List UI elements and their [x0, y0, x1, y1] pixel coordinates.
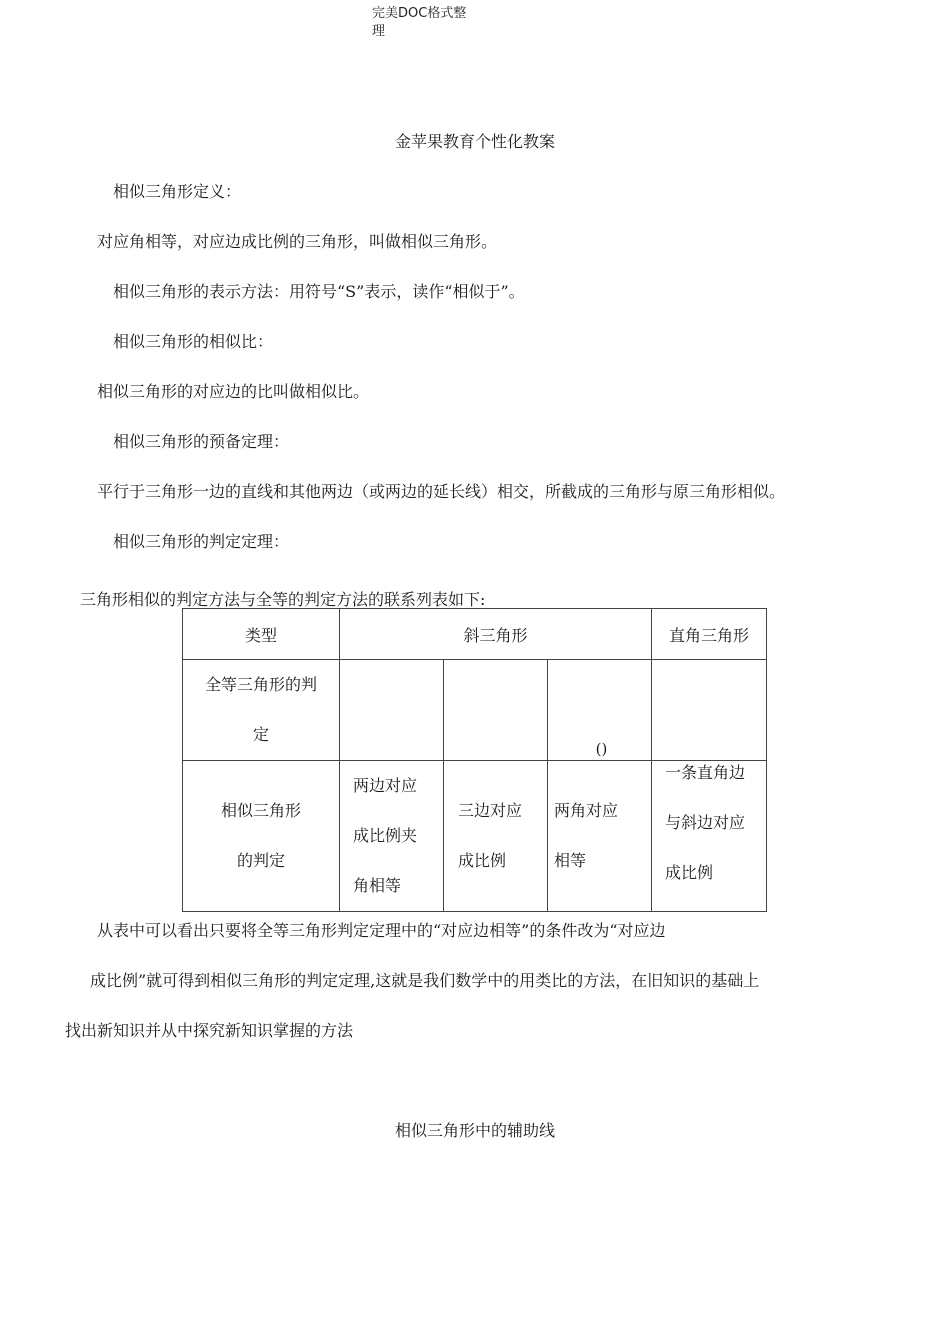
ratio-heading: 相似三角形的相似比：: [113, 332, 274, 351]
aa-line-2: 相等: [554, 851, 587, 870]
hl-line-2: 与斜边对应: [665, 813, 746, 832]
conclusion-line-2: 成比例”就可得到相似三角形的判定定理,这就是我们数学中的用类比的方法，在旧知识的基础上: [90, 971, 760, 990]
sss-line-2: 成比例: [458, 851, 507, 870]
header-type-cell: [183, 609, 340, 660]
sas-line-2: 成比例夹: [353, 826, 418, 845]
page-title: 金苹果教育个性化教案: [394, 132, 555, 151]
similar-sas-cell: [340, 761, 444, 912]
page-header: [372, 5, 466, 41]
notation-text: 相似三角形的表示方法：用符号“S”表示，读作“相似于”。: [113, 282, 525, 301]
header-oblique: 斜三角形: [463, 625, 528, 645]
similar-hl-cell: [652, 761, 767, 912]
congruent-paren: (): [595, 740, 608, 758]
congruent-hl-cell: [652, 660, 767, 761]
header-line-1: 完美DOC格式整: [372, 6, 467, 21]
sas-line-1: 两边对应: [353, 776, 418, 795]
comparison-table: [182, 608, 767, 912]
preliminary-theorem-text: 平行于三角形一边的直线和其他两边（或两边的延长线）相交，所截成的三角形与原三角形相似。: [97, 482, 786, 501]
sas-line-3: 角相等: [353, 876, 402, 895]
similar-label-cell: [183, 761, 340, 912]
judgement-theorem-heading: 相似三角形的判定定理：: [113, 532, 290, 551]
similar-aa-cell: [548, 761, 652, 912]
similar-sss-cell: [444, 761, 548, 912]
ratio-text: 相似三角形的对应边的比叫做相似比。: [97, 382, 370, 401]
header-oblique-cell: [340, 609, 652, 660]
auxiliary-lines-title: 相似三角形中的辅助线: [394, 1121, 555, 1140]
similar-label-line-2: 的判定: [236, 851, 285, 870]
hl-line-1: 一条直角边: [665, 763, 746, 782]
aa-line-1: 两角对应: [554, 801, 619, 820]
congruent-row: [183, 660, 767, 761]
header-type: 类型: [244, 625, 277, 645]
congruent-label-line-2: 定: [252, 725, 269, 744]
congruent-aa-cell: [548, 660, 652, 761]
table-intro: 三角形相似的判定方法与全等的判定方法的联系列表如下:: [80, 590, 486, 609]
header-line-2: 理: [372, 24, 386, 39]
congruent-sss-cell: [444, 660, 548, 761]
sss-line-1: 三边对应: [458, 801, 523, 820]
table-header-row: [183, 609, 767, 660]
similar-row: [183, 761, 767, 912]
hl-line-3: 成比例: [665, 863, 714, 882]
definition-heading: 相似三角形定义：: [113, 182, 242, 201]
similar-label-line-1: 相似三角形: [220, 801, 301, 820]
congruent-label-line-1: 全等三角形的判: [204, 675, 317, 694]
congruent-label-cell: [183, 660, 340, 761]
conclusion-line-1: 从表中可以看出只要将全等三角形判定定理中的“对应边相等”的条件改为“对应边: [97, 921, 666, 940]
header-right-cell: [652, 609, 767, 660]
congruent-sas-cell: [340, 660, 444, 761]
conclusion-line-3: 找出新知识并从中探究新知识掌握的方法: [65, 1021, 354, 1040]
definition-text: 对应角相等，对应边成比例的三角形，叫做相似三角形。: [97, 232, 498, 251]
preliminary-theorem-heading: 相似三角形的预备定理：: [113, 432, 290, 451]
header-right: 直角三角形: [668, 625, 749, 645]
